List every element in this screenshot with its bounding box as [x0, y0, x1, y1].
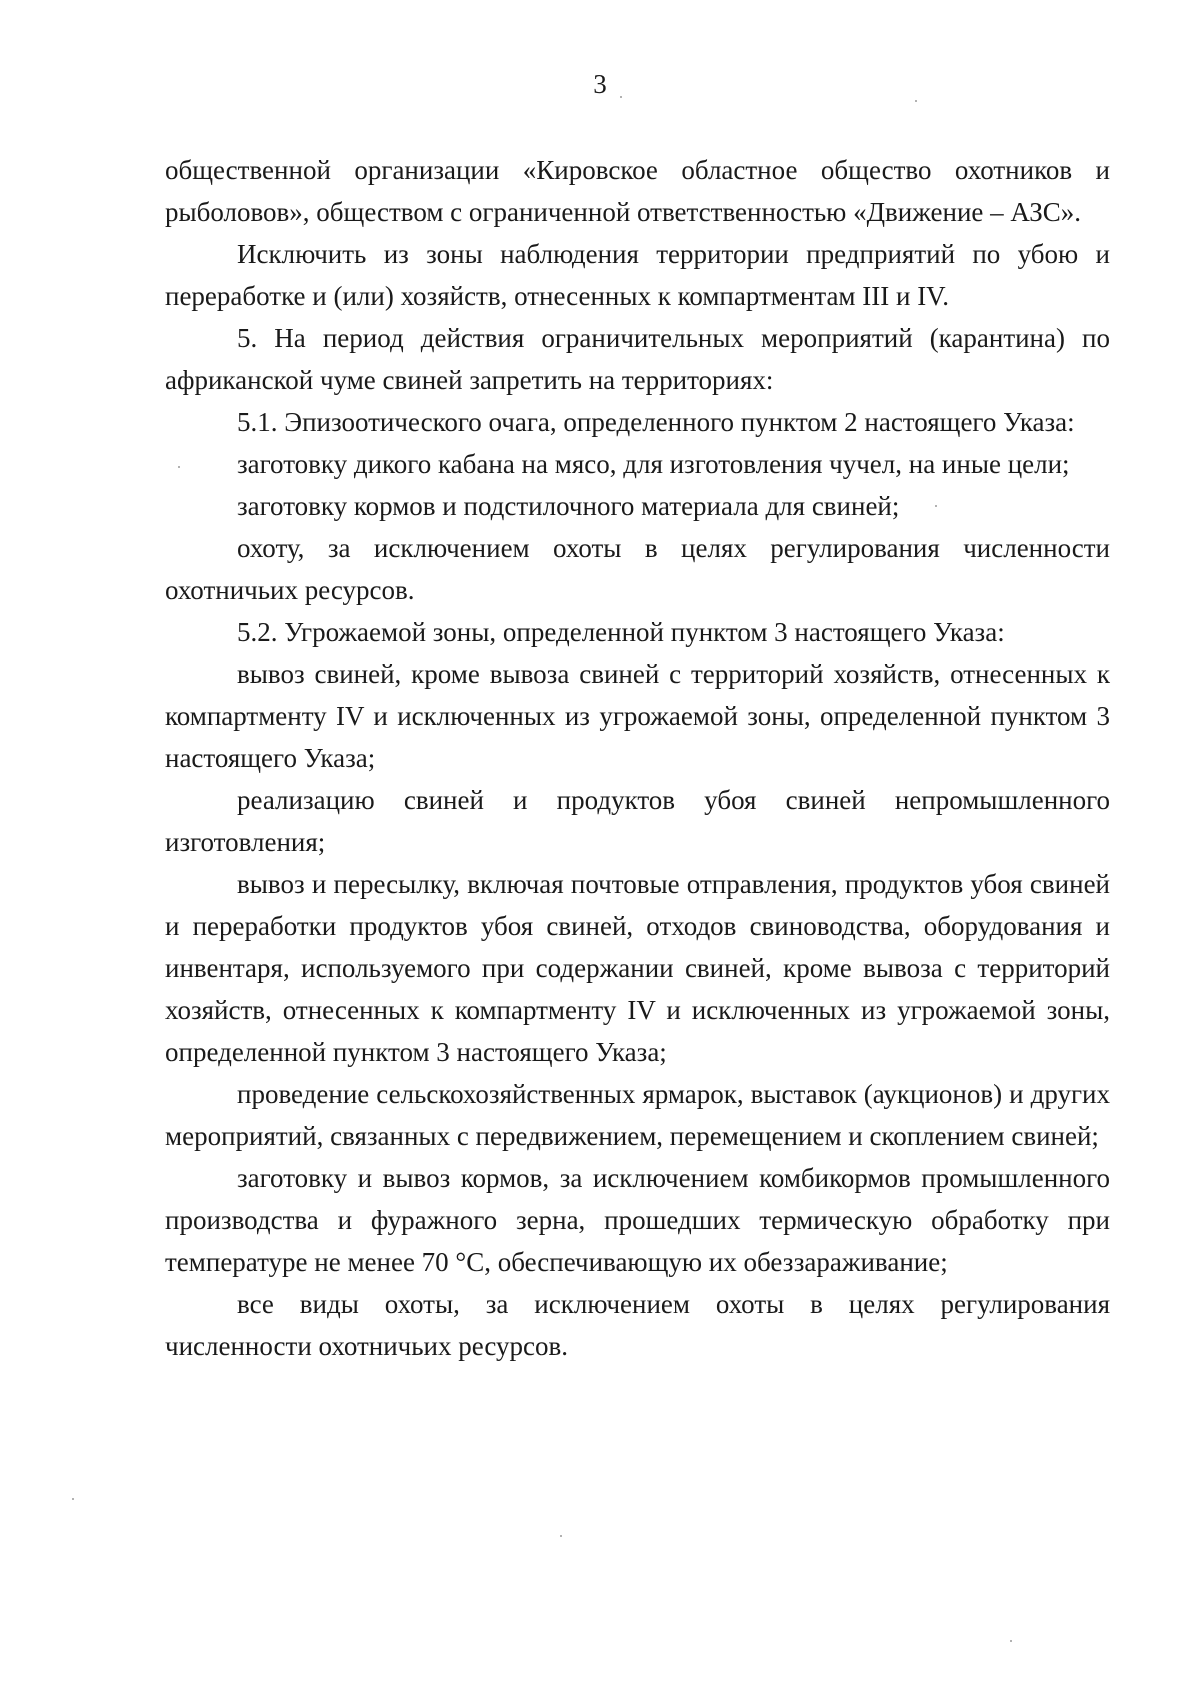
paragraph: 5.2. Угрожаемой зоны, определенной пунктом 3 настоящего Указа: [237, 617, 1005, 647]
paragraph: заготовку и вывоз кормов, за исключением комбикормов промышленного производства и фуражного зерна, прошедших термическую обработку при температуре не менее 70 °С, обеспечивающую их обеззараживание; [165, 1163, 1110, 1277]
paragraph: вывоз и пересылку, включая почтовые отправления, продуктов убоя свиней и переработки продуктов убоя свиней, отходов свиноводства, оборудования и инвентаря, используемого при содержании свиней, кроме вывоза с территорий хозяйств, отнесенных к компартменту IV и исключенных из угрожаемой зоны, определенной пунктом 3 настоящего Указа; [165, 869, 1110, 1067]
paragraph: Исключить из зоны наблюдения территории предприятий по убою и переработке и (или) хозяйств, отнесенных к компартментам III и IV. [165, 239, 1110, 311]
scan-speck [72, 1498, 74, 1500]
paragraph: охоту, за исключением охоты в целях регулирования численности охотничьих ресурсов. [165, 533, 1110, 605]
page-number: 3 [593, 69, 607, 99]
scan-speck [915, 100, 917, 102]
paragraph: общественной организации «Кировское областное общество охотников и рыболовов», обществом с ограниченной ответственностью «Движение – АЗС». [165, 155, 1110, 227]
paragraph: все виды охоты, за исключением охоты в целях регулирования численности охотничьих ресурсов. [165, 1289, 1110, 1361]
paragraph: заготовку кормов и подстилочного материала для свиней; [237, 491, 900, 521]
scan-speck [560, 1535, 562, 1537]
paragraph: 5. На период действия ограничительных мероприятий (карантина) по африканской чуме свиней запретить на территориях: [165, 323, 1110, 395]
paragraph: реализацию свиней и продуктов убоя свиней непромышленного изготовления; [165, 785, 1110, 857]
paragraph: вывоз свиней, кроме вывоза свиней с территорий хозяйств, отнесенных к компартменту IV и исключенных из угрожаемой зоны, определенной пунктом 3 настоящего Указа; [165, 659, 1110, 773]
document-body [165, 149, 1110, 1367]
scan-speck [1010, 1640, 1012, 1642]
paragraph: проведение сельскохозяйственных ярмарок, выставок (аукционов) и других мероприятий, связанных с передвижением, перемещением и скоплением свиней; [165, 1079, 1110, 1151]
paragraph: 5.1. Эпизоотического очага, определенного пунктом 2 настоящего Указа: [237, 407, 1075, 437]
scan-speck [178, 466, 180, 468]
scan-speck [935, 505, 937, 507]
scan-speck [620, 96, 622, 98]
paragraph: заготовку дикого кабана на мясо, для изготовления чучел, на иные цели; [237, 449, 1070, 479]
